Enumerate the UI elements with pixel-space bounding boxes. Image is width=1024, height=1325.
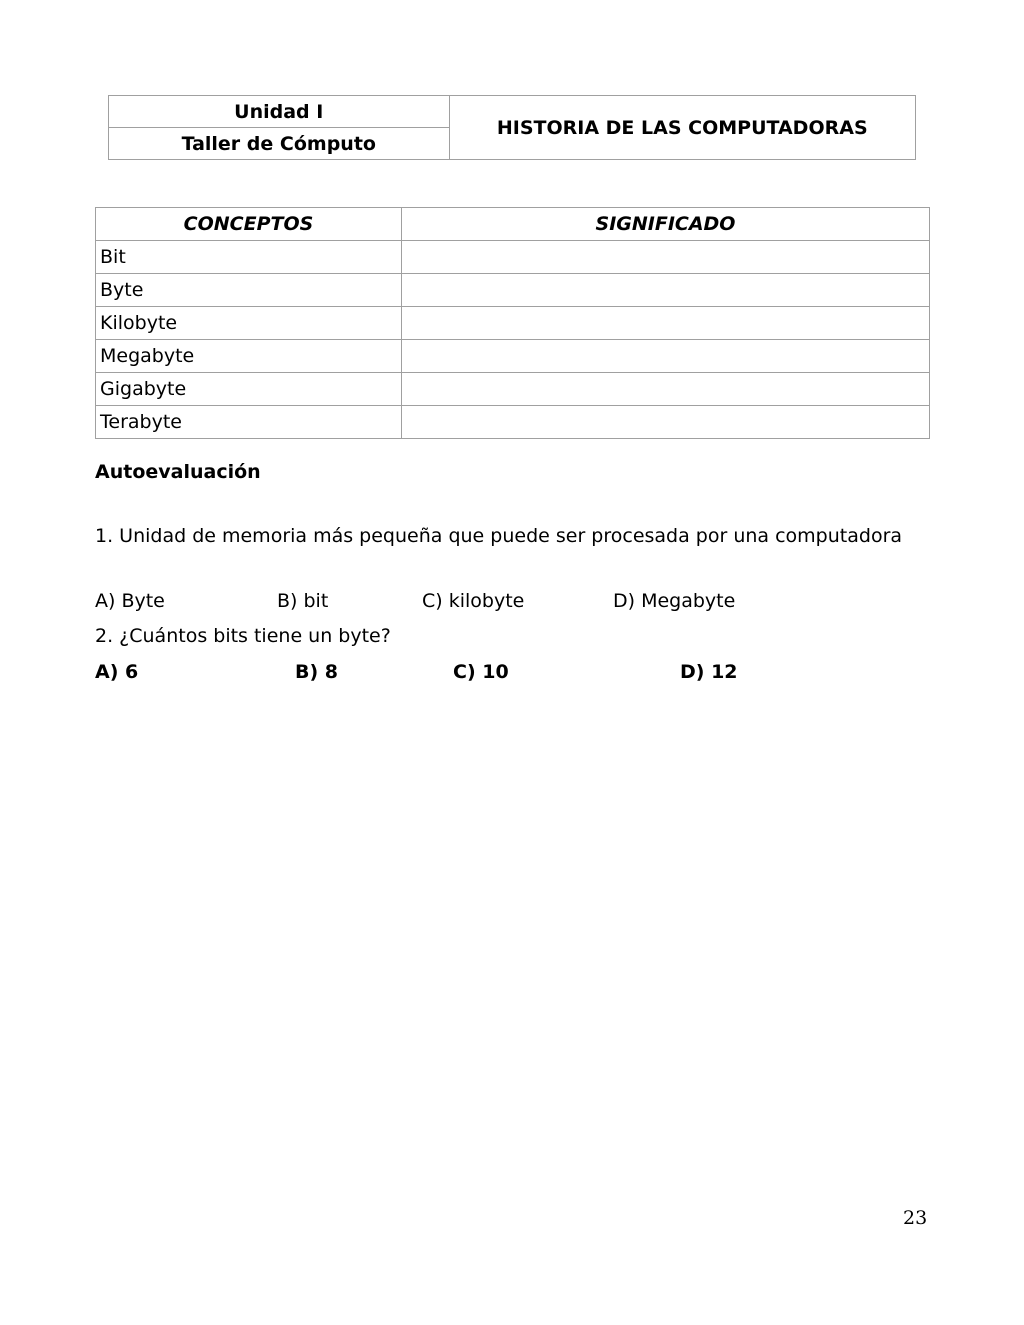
question-2-option-b[interactable]: B) 8 [295, 661, 339, 683]
question-2-option-a[interactable]: A) 6 [95, 661, 139, 683]
meaning-cell[interactable] [402, 307, 930, 340]
unit-label: Unidad I [109, 96, 450, 128]
header-table [108, 95, 916, 160]
meaning-cell[interactable] [402, 340, 930, 373]
meaning-cell[interactable] [402, 241, 930, 274]
meaning-column-header: SIGNIFICADO [402, 208, 930, 241]
question-1-option-a[interactable]: A) Byte [95, 590, 165, 612]
table-row [96, 340, 930, 373]
concept-cell: Terabyte [96, 406, 402, 439]
table-row [96, 307, 930, 340]
concepts-table [95, 207, 930, 439]
question-2-text: 2. ¿Cuántos bits tiene un byte? [95, 625, 391, 647]
table-row [96, 373, 930, 406]
table-row [96, 406, 930, 439]
meaning-cell[interactable] [402, 373, 930, 406]
question-1-option-d[interactable]: D) Megabyte [613, 590, 736, 612]
concept-cell: Megabyte [96, 340, 402, 373]
question-2-option-c[interactable]: C) 10 [453, 661, 509, 683]
question-1-option-b[interactable]: B) bit [277, 590, 329, 612]
concepts-column-header: CONCEPTOS [96, 208, 402, 241]
meaning-cell[interactable] [402, 274, 930, 307]
concept-cell: Gigabyte [96, 373, 402, 406]
question-1-option-c[interactable]: C) kilobyte [422, 590, 525, 612]
table-row [96, 274, 930, 307]
topic-title: HISTORIA DE LAS COMPUTADORAS [449, 96, 915, 160]
course-label: Taller de Cómputo [109, 128, 450, 160]
self-evaluation-title: Autoevaluación [95, 461, 261, 483]
concept-cell: Byte [96, 274, 402, 307]
question-2-option-d[interactable]: D) 12 [680, 661, 738, 683]
meaning-cell[interactable] [402, 406, 930, 439]
concept-cell: Bit [96, 241, 402, 274]
concepts-header-row [96, 208, 930, 241]
page-number: 23 [903, 1207, 928, 1229]
table-row [96, 241, 930, 274]
concept-cell: Kilobyte [96, 307, 402, 340]
question-1-text: 1. Unidad de memoria más pequeña que puede ser procesada por una computadora [95, 525, 903, 547]
